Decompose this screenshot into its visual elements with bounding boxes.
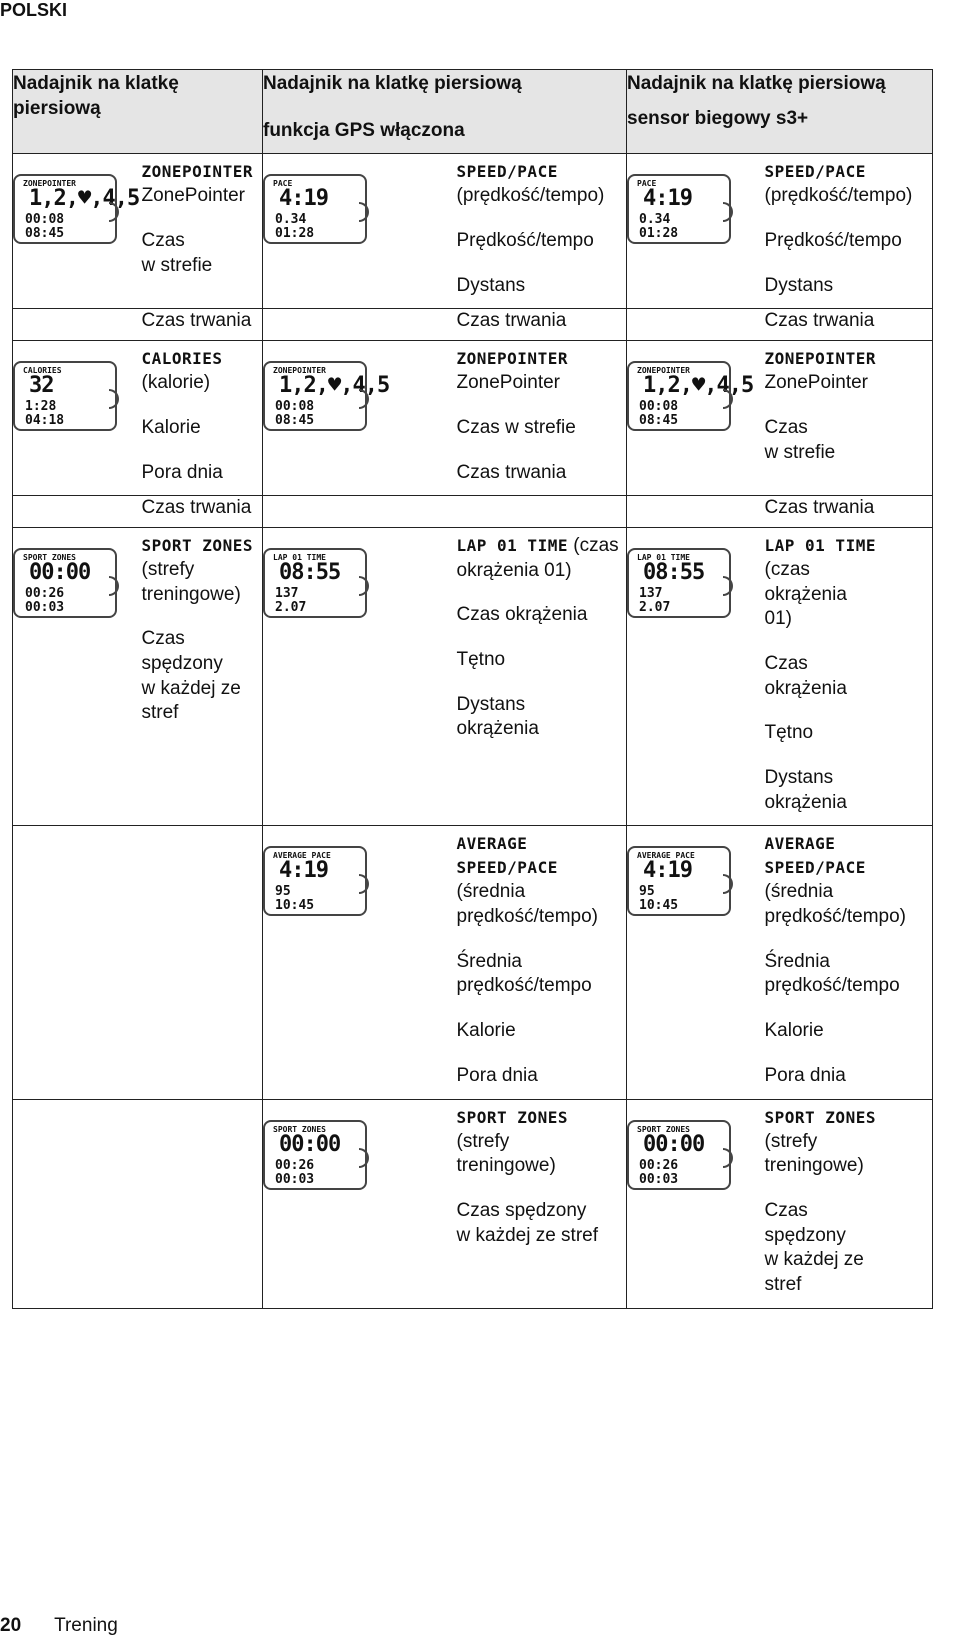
- watch-l2: 00:08: [275, 399, 315, 415]
- description-line: (kalorie): [141, 372, 211, 394]
- cell-image: [13, 527, 134, 826]
- watch-display-image: [13, 361, 117, 431]
- cell-trail: Czas trwania: [449, 309, 627, 341]
- description-line: Czas spędzony w każdej ze stref: [141, 628, 241, 724]
- cell-text: [134, 826, 263, 1099]
- description-line: Czas w strefie: [141, 230, 213, 276]
- display-code: AVERAGE SPEED/PACE: [456, 834, 558, 878]
- watch-l3: 10:45: [275, 898, 315, 914]
- display-code: CALORIES: [141, 349, 223, 369]
- watch-big: 08:55: [279, 559, 341, 585]
- cell-image: [263, 341, 449, 496]
- display-code-suffix: (czas okrążenia 01): [456, 534, 619, 581]
- description-line: ZonePointer: [456, 372, 561, 394]
- watch-display-image: [13, 174, 140, 244]
- cell-text: [134, 154, 263, 309]
- watch-big: 1,2,♥,4,5: [279, 373, 390, 399]
- watch-l2: 95: [275, 884, 291, 900]
- table-row: [13, 154, 933, 309]
- watch-l3: 00:03: [275, 1171, 315, 1187]
- description-line: (czas okrążenia 01): [764, 558, 847, 630]
- watch-l3: 01:28: [275, 226, 315, 242]
- watch-title: ZONEPOINTER: [637, 366, 690, 376]
- watch-title: LAP 01 TIME: [273, 552, 326, 562]
- description-line: Średnia prędkość/tempo: [764, 950, 900, 997]
- watch-button-arc: [109, 389, 119, 409]
- watch-big: 4:19: [279, 858, 328, 884]
- watch-big: 4:19: [279, 186, 328, 212]
- cell-text: [757, 826, 933, 1099]
- cell-trail: Czas trwania: [134, 496, 263, 528]
- watch-l3: 04:18: [25, 413, 65, 429]
- description-line: Czas w strefie: [456, 416, 576, 438]
- watch-display-image: [627, 174, 731, 244]
- description-line: (strefy treningowe): [456, 1130, 556, 1177]
- description-line: Prędkość/tempo: [456, 230, 594, 252]
- table-row: [13, 1099, 933, 1308]
- description-line: Kalorie: [764, 1020, 824, 1042]
- watch-button-arc: [723, 202, 733, 222]
- display-code: LAP 01 TIME: [764, 535, 876, 555]
- description-line: Prędkość/tempo: [764, 230, 902, 252]
- watch-l2: 137: [639, 585, 663, 601]
- cell-text: [449, 527, 627, 826]
- watch-title: PACE: [637, 179, 657, 189]
- watch-title: SPORT ZONES: [637, 1124, 690, 1134]
- description-line: Czas spędzony w każdej ze stref: [456, 1199, 598, 1246]
- cell-text: [449, 154, 627, 309]
- cell-text: [134, 341, 263, 496]
- description-line: (średnia prędkość/tempo): [764, 881, 907, 928]
- watch-l3: 01:28: [639, 226, 679, 242]
- cell-trail: Czas trwania: [757, 309, 933, 341]
- watch-button-arc: [109, 576, 119, 596]
- watch-big: 08:55: [643, 559, 705, 585]
- description-line: (strefy treningowe): [764, 1130, 864, 1177]
- footer-section: Trening: [54, 1615, 118, 1636]
- watch-button-arc: [359, 1148, 369, 1168]
- watch-title: AVERAGE PACE: [273, 851, 331, 861]
- watch-title: ZONEPOINTER: [273, 366, 326, 376]
- watch-display-image: [263, 174, 367, 244]
- watch-l2: 95: [639, 884, 655, 900]
- description-line: (prędkość/tempo): [764, 185, 913, 207]
- display-code: SPORT ZONES: [764, 1107, 876, 1127]
- cell-image-empty: [13, 309, 134, 341]
- description-line: Pora dnia: [456, 1064, 538, 1086]
- watch-big: 00:00: [643, 1131, 705, 1157]
- watch-title: PACE: [273, 179, 293, 189]
- watch-button-arc: [359, 576, 369, 596]
- watch-big: 4:19: [643, 858, 692, 884]
- watch-big: 32: [29, 373, 54, 399]
- watch-l3: 08:45: [275, 413, 315, 429]
- description-line: ZonePointer: [764, 372, 869, 394]
- description-line: Czas okrążenia: [456, 604, 588, 626]
- table-row-trail: [13, 496, 933, 528]
- watch-l2: 00:26: [25, 585, 65, 601]
- watch-l3: 08:45: [639, 413, 679, 429]
- watch-display-image: [263, 846, 367, 916]
- cell-image-empty: [13, 496, 134, 528]
- watch-big: 00:00: [279, 1131, 341, 1157]
- description-line: Średnia prędkość/tempo: [456, 950, 592, 997]
- watch-display-image: [627, 846, 731, 916]
- watch-display-image: [627, 548, 731, 618]
- description-line: (średnia prędkość/tempo): [456, 881, 599, 928]
- display-code: LAP 01 TIME: [456, 535, 568, 555]
- cell-text: [757, 527, 933, 826]
- cell-image: [627, 527, 757, 826]
- cell-image: [263, 527, 449, 826]
- watch-display-image: [627, 1120, 731, 1190]
- watch-display-image: [263, 361, 390, 431]
- cell-text: [134, 527, 263, 826]
- watch-l2: 00:08: [639, 399, 679, 415]
- cell-image-empty: [263, 496, 449, 528]
- description-line: ZonePointer: [141, 185, 246, 207]
- col-header-s3: Nadajnik na klatkę piersiową sensor biegowy s3+: [627, 70, 933, 154]
- cell-image: [263, 1099, 449, 1308]
- table-row: [13, 527, 933, 826]
- description-line: Pora dnia: [141, 461, 223, 483]
- watch-title: LAP 01 TIME: [637, 552, 690, 562]
- watch-button-arc: [723, 576, 733, 596]
- watch-title: AVERAGE PACE: [637, 851, 695, 861]
- description-line: Dystans: [764, 274, 834, 296]
- watch-l2: 00:08: [25, 212, 65, 228]
- cell-text: [757, 1099, 933, 1308]
- cell-text: [449, 341, 627, 496]
- watch-title: ZONEPOINTER: [23, 179, 76, 189]
- cell-image-empty: [263, 309, 449, 341]
- watch-l2: 137: [275, 585, 299, 601]
- watch-l3: 2.07: [275, 599, 307, 615]
- watch-l2: 00:26: [639, 1157, 679, 1173]
- watch-display-image: [263, 1120, 367, 1190]
- watch-big: 00:00: [29, 559, 91, 585]
- cell-trail: [449, 496, 627, 528]
- description-line: Kalorie: [456, 1020, 516, 1042]
- watch-l2: 00:26: [275, 1157, 315, 1173]
- cell-text: [757, 341, 933, 496]
- cell-text: [449, 826, 627, 1099]
- page-footer: [0, 1615, 118, 1637]
- description-line: Czas okrążenia: [764, 652, 847, 699]
- cell-image: [13, 154, 140, 309]
- display-code: ZONEPOINTER: [141, 162, 253, 182]
- display-views-table: [12, 69, 933, 1309]
- col-header-gps: Nadajnik na klatkę piersiową funkcja GPS włączona: [263, 70, 627, 154]
- language-label: POLSKI: [0, 0, 68, 20]
- description-line: Tętno: [456, 648, 506, 670]
- cell-image-empty: [627, 496, 757, 528]
- cell-text: [134, 1099, 263, 1308]
- cell-image: [627, 154, 757, 309]
- description-line: Dystans okrążenia: [456, 693, 539, 740]
- cell-text: [449, 1099, 627, 1308]
- cell-image: [263, 154, 449, 309]
- cell-image: [263, 826, 449, 1099]
- watch-display-image: [13, 548, 117, 618]
- description-line: Czas trwania: [456, 461, 567, 483]
- watch-l3: 08:45: [25, 226, 65, 242]
- watch-title: SPORT ZONES: [273, 1124, 326, 1134]
- cell-text: [757, 154, 933, 309]
- watch-big: 1,2,♥,4,5: [29, 186, 140, 212]
- cell-image-empty: [627, 309, 757, 341]
- cell-image: [13, 341, 134, 496]
- table-row: [13, 341, 933, 496]
- watch-l2: 1:28: [25, 399, 57, 415]
- watch-l3: 10:45: [639, 898, 679, 914]
- watch-title: SPORT ZONES: [23, 552, 76, 562]
- watch-big: 4:19: [643, 186, 692, 212]
- cell-trail: Czas trwania: [757, 496, 933, 528]
- watch-title: CALORIES: [23, 366, 62, 376]
- watch-button-arc: [723, 1148, 733, 1168]
- cell-image: [627, 826, 757, 1099]
- display-code: ZONEPOINTER: [764, 349, 876, 369]
- cell-trail: Czas trwania: [134, 309, 263, 341]
- description-line: Kalorie: [141, 416, 201, 438]
- watch-l2: 0.34: [275, 212, 307, 228]
- cell-image: [13, 826, 134, 1099]
- watch-big: 1,2,♥,4,5: [643, 373, 754, 399]
- col-header-chest: Nadajnik na klatkę piersiową: [13, 70, 263, 154]
- cell-image: [627, 341, 757, 496]
- watch-button-arc: [723, 874, 733, 894]
- display-code: SPORT ZONES: [141, 535, 253, 555]
- table-header-row: [13, 70, 933, 154]
- display-code: AVERAGE SPEED/PACE: [764, 834, 866, 878]
- watch-l3: 00:03: [25, 599, 65, 615]
- description-line: (prędkość/tempo): [456, 185, 605, 207]
- description-line: Tętno: [764, 722, 814, 744]
- description-line: Czas spędzony w każdej ze stref: [764, 1199, 864, 1295]
- display-code: SPORT ZONES: [456, 1107, 568, 1127]
- description-line: (strefy treningowe): [141, 558, 241, 605]
- page-number: 20: [0, 1615, 22, 1636]
- display-code: SPEED/PACE: [456, 162, 558, 182]
- watch-display-image: [627, 361, 754, 431]
- watch-button-arc: [359, 202, 369, 222]
- description-line: Pora dnia: [764, 1064, 846, 1086]
- description-line: Dystans: [456, 274, 526, 296]
- watch-l3: 2.07: [639, 599, 671, 615]
- description-line: Czas w strefie: [764, 416, 836, 463]
- watch-display-image: [263, 548, 367, 618]
- display-code: ZONEPOINTER: [456, 349, 568, 369]
- watch-button-arc: [359, 874, 369, 894]
- watch-l3: 00:03: [639, 1171, 679, 1187]
- description-line: Dystans okrążenia: [764, 767, 847, 813]
- table-row: [13, 826, 933, 1099]
- display-code: SPEED/PACE: [764, 162, 866, 182]
- watch-l2: 0.34: [639, 212, 671, 228]
- cell-image: [13, 1099, 134, 1308]
- table-row-trail: [13, 309, 933, 341]
- cell-image: [627, 1099, 757, 1308]
